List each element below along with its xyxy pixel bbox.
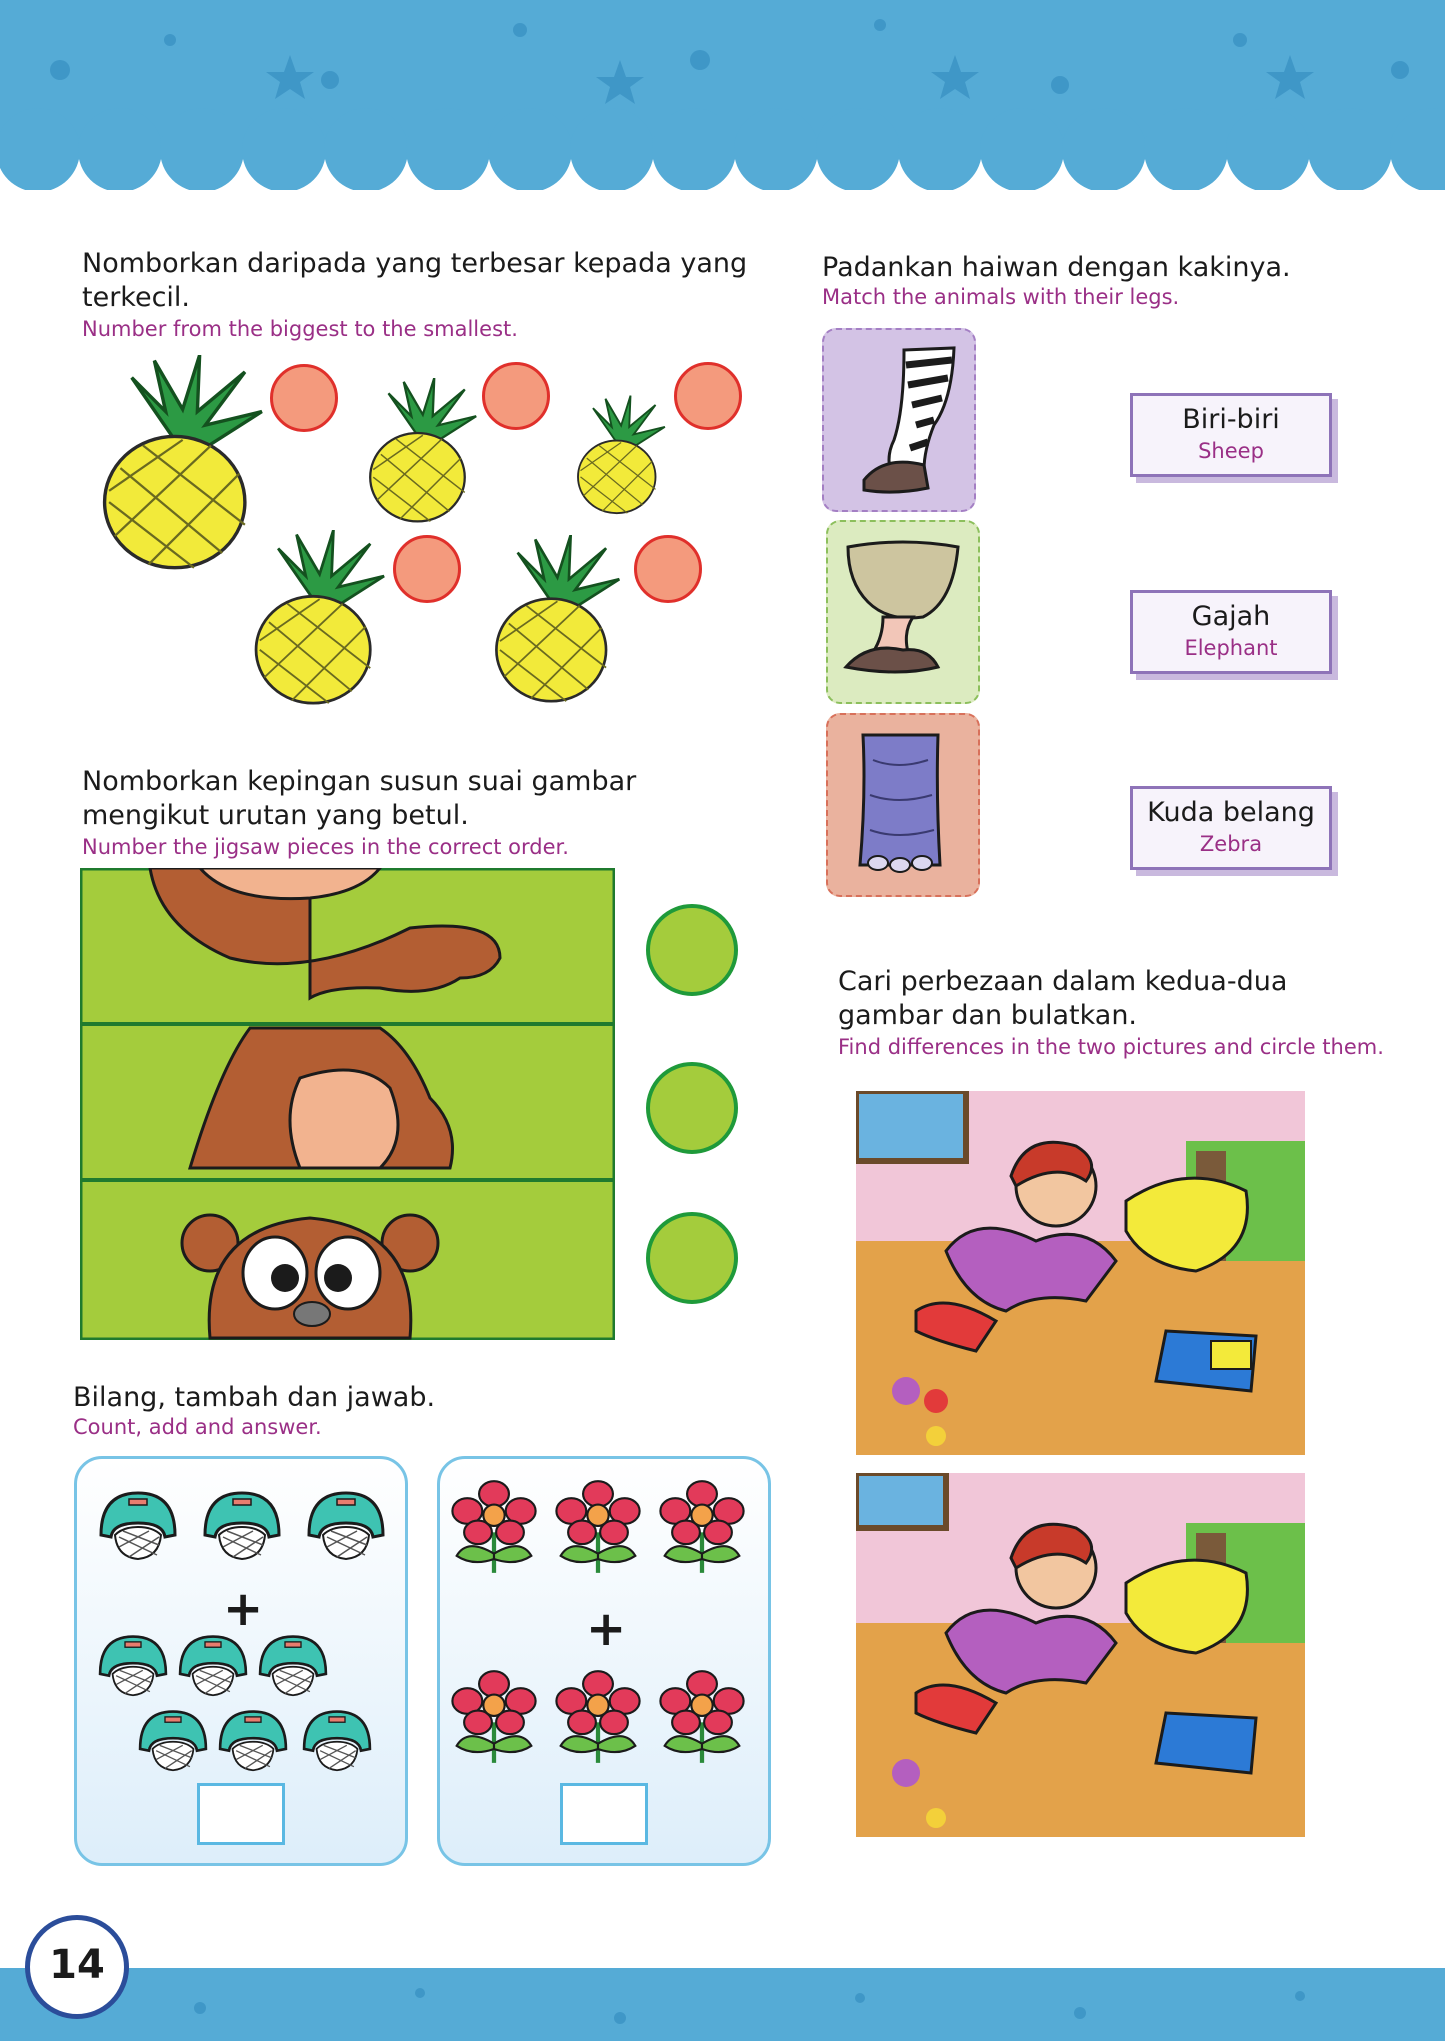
pineapple-instruction-en: Number from the biggest to the smallest.: [82, 317, 518, 341]
helmet-icon: [197, 1485, 287, 1565]
helmet-icon: [93, 1629, 173, 1701]
jigsaw-instruction-en: Number the jigsaw pieces in the correct order.: [82, 835, 569, 859]
helmet-icon: [253, 1629, 333, 1701]
helmet-icon: [93, 1485, 183, 1565]
helmet-answer-box[interactable]: [197, 1783, 285, 1845]
elephant-leg-card[interactable]: [826, 713, 980, 897]
zebra-leg-card[interactable]: [822, 328, 976, 512]
pineapple-answer-circle[interactable]: [393, 535, 461, 603]
pineapple-4: [240, 530, 390, 705]
animal-name-ms: Kuda belang: [1147, 797, 1315, 828]
header-band: [0, 0, 1445, 190]
plus-sign: +: [586, 1601, 627, 1657]
flower-count-card: [437, 1456, 771, 1866]
flower-icon: [446, 1479, 542, 1575]
plus-sign: +: [223, 1581, 264, 1637]
pineapple-answer-circle[interactable]: [674, 362, 742, 430]
jigsaw-answer-circle[interactable]: [646, 904, 738, 996]
animal-name-ms: Gajah: [1191, 601, 1271, 632]
jigsaw-answer-circle[interactable]: [646, 1212, 738, 1304]
animal-name-en: Zebra: [1199, 832, 1263, 856]
pineapple-2: [358, 378, 480, 523]
animal-label-zebra[interactable]: [1130, 786, 1332, 870]
footer-band: [0, 1968, 1445, 2041]
page-number-badge: [25, 1915, 129, 2019]
jigsaw-instruction-ms: Nomborkan kepingan susun suai gambar mengikut urutan yang betul.: [82, 766, 637, 831]
animal-name-en: Sheep: [1198, 439, 1264, 463]
pineapple-answer-circle[interactable]: [270, 364, 338, 432]
flower-icon: [550, 1669, 646, 1765]
pineapple-3: [568, 395, 668, 515]
flower-icon: [654, 1479, 750, 1575]
pineapple-5: [478, 535, 628, 703]
sheep-leg-icon: [828, 522, 978, 702]
pineapple-answer-circle[interactable]: [634, 535, 702, 603]
difference-instruction-ms: Cari perbezaan dalam kedua-dua gambar dan bulatkan.: [838, 966, 1288, 1031]
helmet-icon: [297, 1704, 377, 1776]
jigsaw-piece[interactable]: [182, 1215, 438, 1338]
animal-name-en: Elephant: [1184, 636, 1278, 660]
zebra-leg-icon: [824, 330, 974, 510]
animal-label-sheep[interactable]: [1130, 393, 1332, 477]
count-instruction-ms: Bilang, tambah dan jawab.: [73, 1382, 436, 1413]
match-instruction-en: Match the animals with their legs.: [822, 285, 1180, 309]
pineapple-instruction-ms: Nomborkan daripada yang terbesar kepada yang terkecil.: [82, 248, 748, 313]
helmet-icon: [173, 1629, 253, 1701]
jigsaw-answer-circle[interactable]: [646, 1062, 738, 1154]
pineapple-answer-circle[interactable]: [482, 362, 550, 430]
difference-picture-top[interactable]: [856, 1091, 1305, 1455]
flower-icon: [654, 1669, 750, 1765]
animal-name-ms: Biri-biri: [1182, 404, 1280, 435]
difference-instruction-en: Find differences in the two pictures and circle them.: [838, 1035, 1384, 1059]
helmet-count-card: [74, 1456, 408, 1866]
page-number: 14: [49, 1942, 105, 1988]
jigsaw-puzzle: [80, 868, 615, 1340]
elephant-leg-icon: [828, 715, 978, 895]
helmet-icon: [133, 1704, 213, 1776]
difference-picture-bottom[interactable]: [856, 1473, 1305, 1837]
helmet-icon: [213, 1704, 293, 1776]
sheep-leg-card[interactable]: [826, 520, 980, 704]
animal-label-elephant[interactable]: [1130, 590, 1332, 674]
flower-answer-box[interactable]: [560, 1783, 648, 1845]
helmet-icon: [301, 1485, 391, 1565]
count-instruction-en: Count, add and answer.: [73, 1415, 322, 1439]
flower-icon: [446, 1669, 542, 1765]
flower-icon: [550, 1479, 646, 1575]
match-instruction-ms: Padankan haiwan dengan kakinya.: [822, 252, 1291, 283]
